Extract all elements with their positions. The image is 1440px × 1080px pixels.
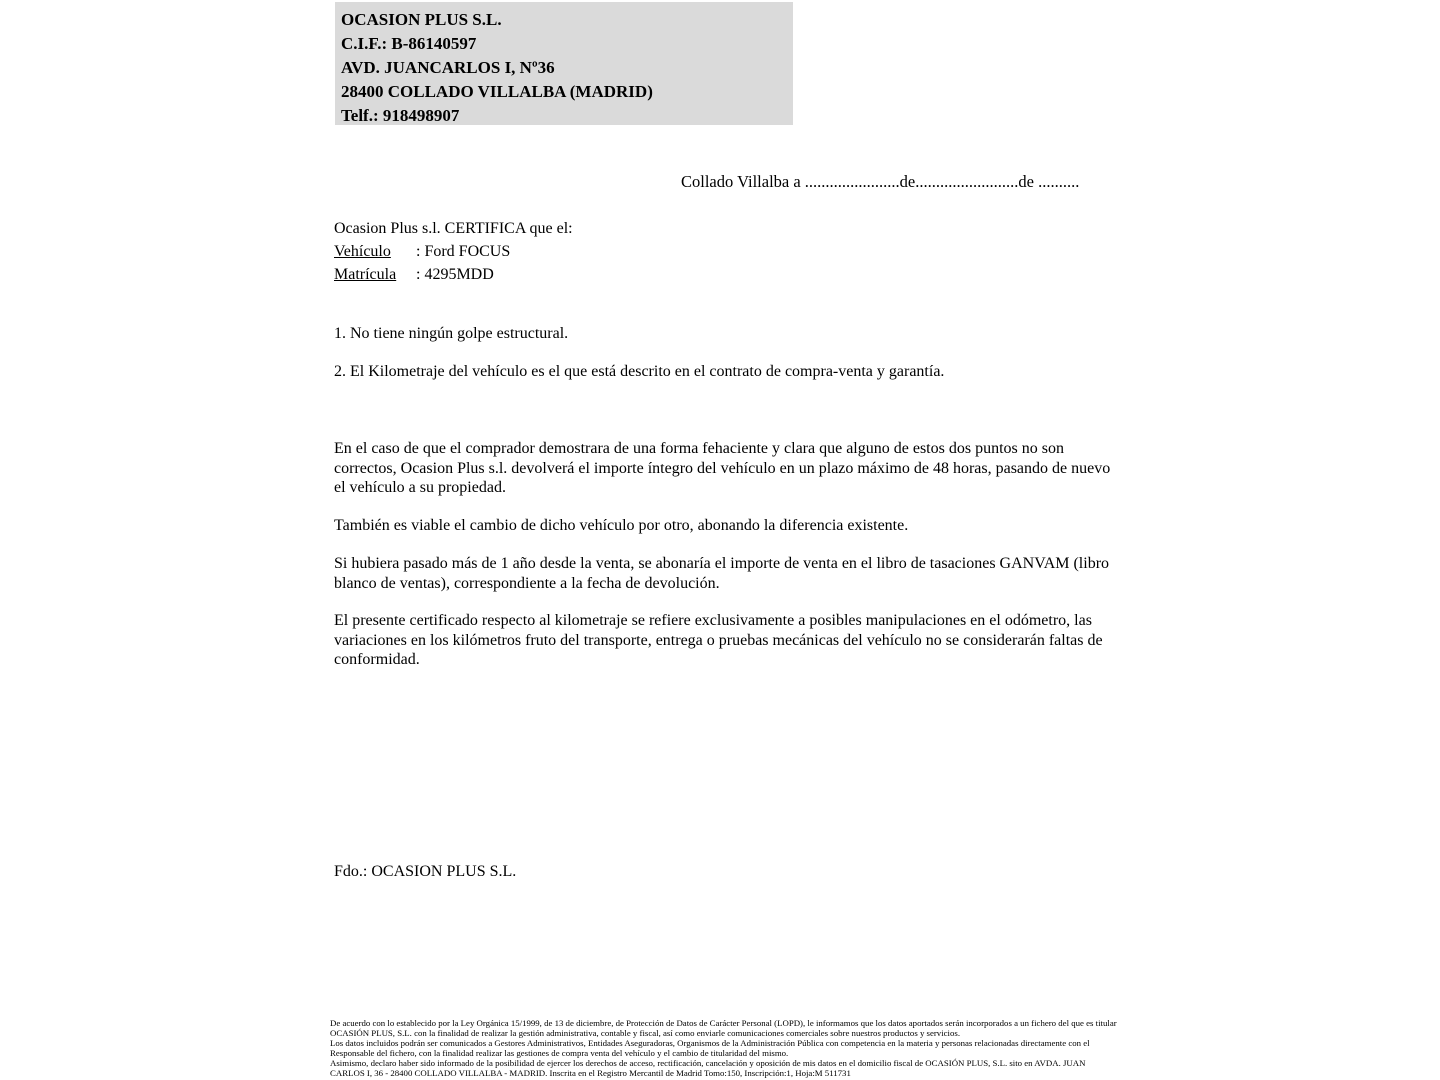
plate-label: Matrícula — [334, 266, 397, 283]
legal-footer-line-3: Los datos incluidos podrán ser comunicados a Gestores Administrativos, Entidades Aseguradoras, Organismos de la Administración Pública con competencia en la materia y personas relacionadas directamente con el — [330, 1037, 1090, 1048]
company-address: AVD. JUANCARLOS I, Nº36 — [341, 58, 555, 77]
certificate-point-2: 2. El Kilometraje del vehículo es el que está descrito en el contrato de compra-venta y garantía. — [334, 362, 945, 380]
legal-footer-line-6: CARLOS I, 36 - 28400 COLLADO VILLALBA - MADRID. Inscrita en el Registro Mercantil de Madrid Tomo:150, Inscripción:1, Hoja:M 511731 — [330, 1067, 851, 1078]
legal-footer — [330, 1018, 1117, 1078]
vehicle-row — [334, 240, 1114, 263]
certificate-body — [334, 217, 1114, 883]
legal-footer-line-1: De acuerdo con lo establecido por la Ley Orgánica 15/1999, de 13 de diciembre, de Protección de Datos de Carácter Personal (LOPD), le informamos que los datos aportados serán incorporados a un fichero del que es titular — [330, 1018, 1117, 1028]
paragraph-ganvam-valuation: Si hubiera pasado más de 1 año desde la venta, se abonaría el importe de venta en el libro de tasaciones GANVAM (libro blanco de ventas), correspondiente a la fecha de devolución. — [334, 555, 1110, 592]
company-city: 28400 COLLADO VILLALBA (MADRID) — [341, 82, 653, 101]
signature-line: Fdo.: OCASION PLUS S.L. — [334, 862, 517, 880]
date-line: Collado Villalba a .......................de.........................de .......... — [681, 172, 1080, 191]
vehicle-label: Vehículo — [334, 243, 391, 260]
plate-row — [334, 263, 1114, 286]
vehicle-value: : Ford FOCUS — [416, 243, 511, 260]
legal-footer-line-5: Asimismo, declaro haber sido informado de la posibilidad de ejercer los derechos de acceso, rectificación, cancelación y oposición de mis datos en el domicilio fiscal de OCASIÓN PLUS, S.L. sito en AVDA. JUAN — [330, 1057, 1086, 1068]
certify-intro: Ocasion Plus s.l. CERTIFICA que el: — [334, 220, 573, 237]
plate-value: : 4295MDD — [416, 266, 494, 283]
legal-footer-line-2: OCASIÓN PLUS, S.L. con la finalidad de realizar la gestión administrativa, contable y fiscal, así como enviarle comunicaciones comerciales sobre nuestros productos y servicios. — [330, 1027, 961, 1038]
company-header-box — [335, 2, 793, 125]
company-name: OCASION PLUS S.L. — [341, 10, 502, 29]
certificate-point-1: 1. No tiene ningún golpe estructural. — [334, 325, 569, 342]
company-cif: C.I.F.: B-86140597 — [341, 34, 477, 53]
paragraph-refund-terms: En el caso de que el comprador demostrara de una forma fehaciente y clara que alguno de estos dos puntos no son correctos, Ocasion Plus s.l. devolverá el importe íntegro del vehículo en un plazo máximo de 48 horas, pasando de nuevo el vehículo a su propiedad. — [334, 440, 1111, 496]
legal-footer-line-4: Responsable del fichero, con la finalidad realizar las gestiones de compra venta del vehículo y el cambio de titularidad del mismo. — [330, 1047, 789, 1058]
company-phone: Telf.: 918498907 — [341, 106, 460, 125]
paragraph-exchange-option: También es viable el cambio de dicho vehículo por otro, abonando la diferencia existente. — [334, 516, 909, 534]
paragraph-odometer-disclaimer: El presente certificado respecto al kilometraje se refiere exclusivamente a posibles manipulaciones en el odómetro, las variaciones en los kilómetros fruto del transporte, entrega o pruebas mecánicas del vehículo no se considerarán faltas de conformidad. — [334, 612, 1103, 668]
